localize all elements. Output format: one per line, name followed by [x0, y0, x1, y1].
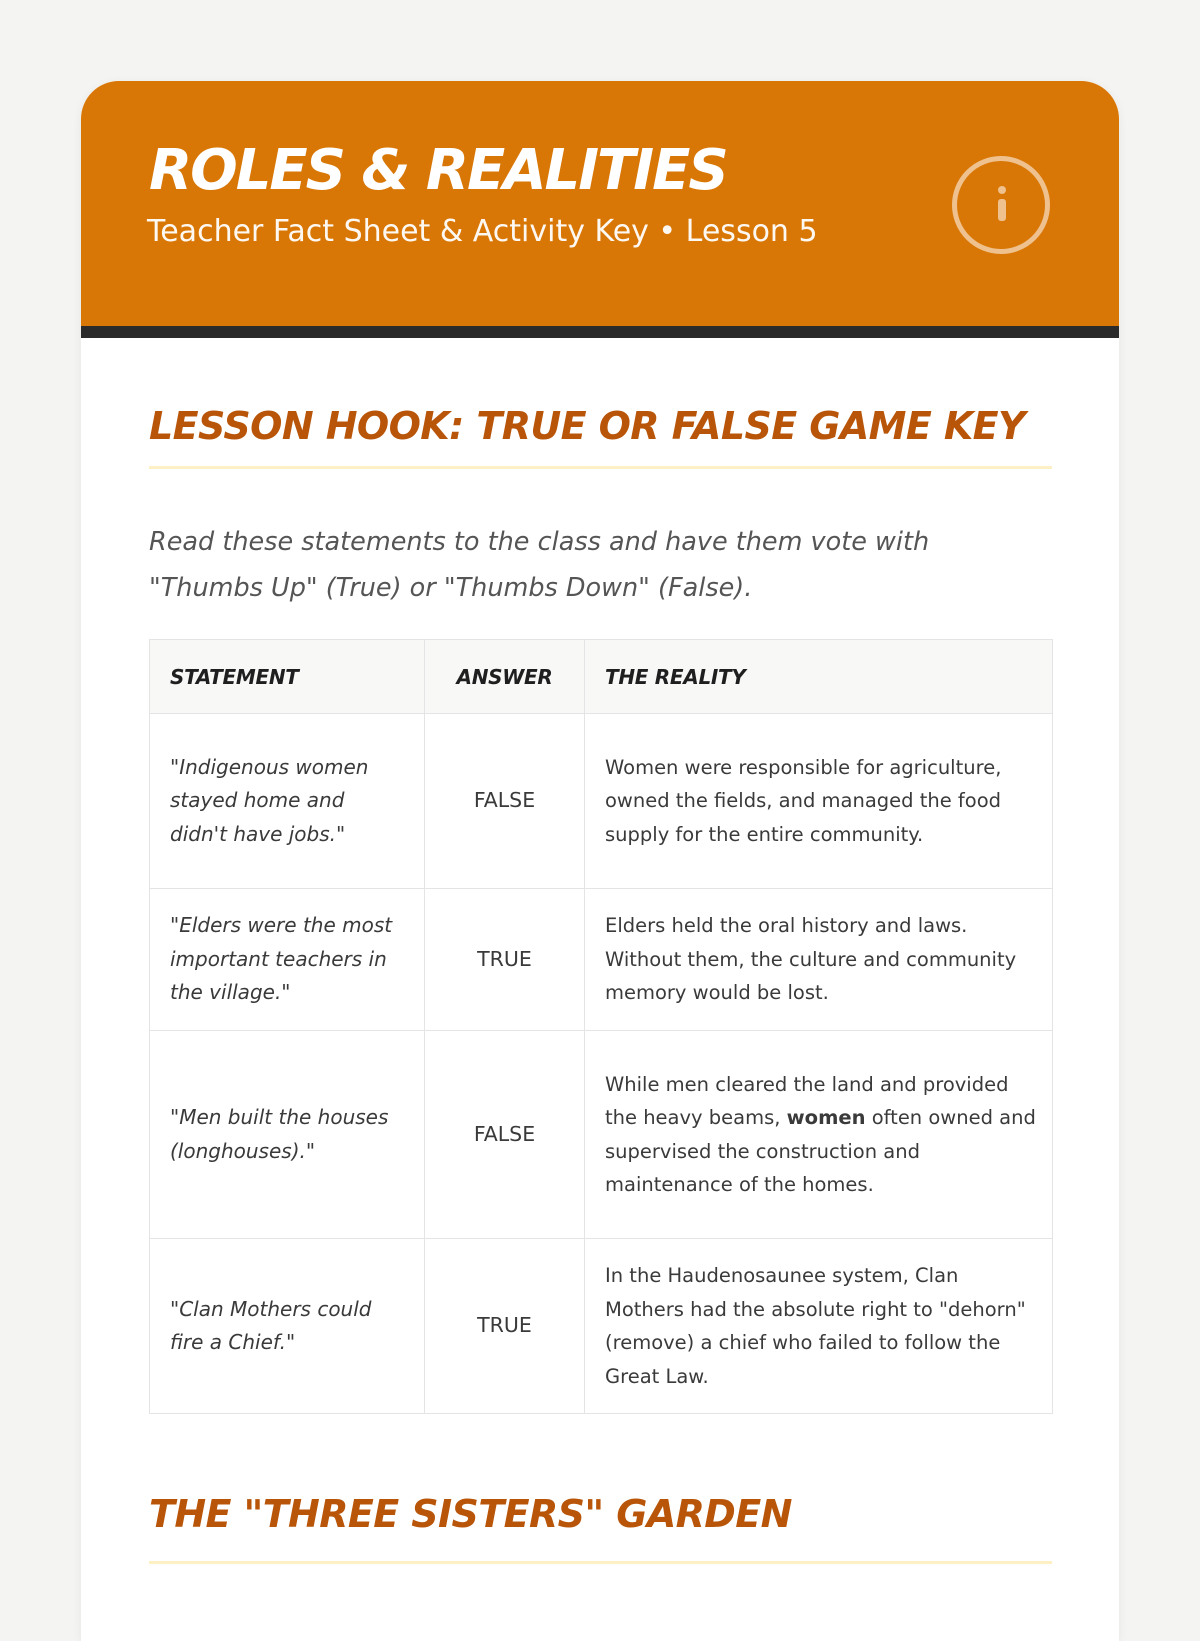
- table-row: [150, 1031, 1053, 1239]
- info-icon: [952, 156, 1050, 254]
- statement-cell: "Clan Mothers could fire a Chief.": [150, 1239, 425, 1414]
- info-icon-dot: [998, 186, 1006, 194]
- header-banner: [81, 81, 1119, 338]
- lesson-hook-intro: Read these statements to the class and have them vote with "Thumbs Up" (True) or "Thumbs Down" (False).: [149, 527, 930, 603]
- statement-cell: "Men built the houses (longhouses).": [150, 1031, 425, 1239]
- table-header-row: [150, 640, 1053, 714]
- page-subtitle: Teacher Fact Sheet & Activity Key • Lesson 5: [147, 214, 818, 249]
- true-false-table: [149, 639, 1053, 1414]
- reality-cell: Women were responsible for agriculture, owned the fields, and managed the food supply for the entire community.: [585, 714, 1053, 889]
- page-title: ROLES & REALITIES: [149, 138, 727, 203]
- reality-text: often owned and supervised the construction and maintenance of the homes.: [605, 1106, 1036, 1196]
- table-row: [150, 1239, 1053, 1414]
- reality-cell: [585, 1031, 1053, 1239]
- answer-cell: TRUE: [425, 889, 585, 1031]
- table-row: [150, 714, 1053, 889]
- column-header-reality: THE REALITY: [585, 640, 1053, 714]
- info-icon-bar: [998, 199, 1006, 221]
- statement-cell: "Indigenous women stayed home and didn't have jobs.": [150, 714, 425, 889]
- section-divider: [149, 1561, 1052, 1564]
- answer-cell: TRUE: [425, 1239, 585, 1414]
- reality-cell: In the Haudenosaunee system, Clan Mothers had the absolute right to "dehorn" (remove) a chief who failed to follow the Great Law.: [585, 1239, 1053, 1414]
- fact-sheet-card: [81, 81, 1119, 1641]
- column-header-answer: ANSWER: [425, 640, 585, 714]
- answer-cell: FALSE: [425, 714, 585, 889]
- statement-cell: "Elders were the most important teachers in the village.": [150, 889, 425, 1031]
- reality-text: While men cleared the land and provided the heavy beams,: [605, 1072, 1009, 1129]
- section-divider: [149, 466, 1052, 469]
- reality-emphasis: women: [786, 1106, 866, 1129]
- answer-cell: FALSE: [425, 1031, 585, 1239]
- lesson-hook-title: LESSON HOOK: TRUE OR FALSE GAME KEY: [149, 404, 1025, 448]
- column-header-statement: STATEMENT: [150, 640, 425, 714]
- table-row: [150, 889, 1053, 1031]
- three-sisters-title: THE "THREE SISTERS" GARDEN: [149, 1492, 792, 1536]
- reality-cell: Elders held the oral history and laws. Without them, the culture and community memory would be lost.: [585, 889, 1053, 1031]
